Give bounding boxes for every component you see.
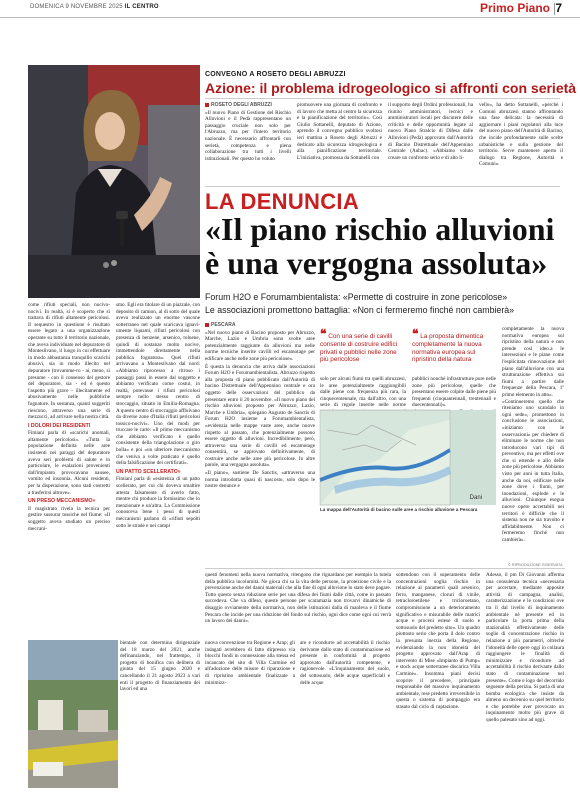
bottom-column-1: nuova convenzione tra Regione e Arap; gli indagati avrebbero di fatto dirpresso via blocchi fondi in connessione alla stessa ed incancato del sito di Villa Carmine ed all'adozione delle misure di riparazione e di ripristino ambientale finalizzate a minimizz- [205,640,295,686]
quote-mark-icon: ❝ [320,327,327,341]
article2-column-3: il supporto degli Ordini professionali, ha riunito amministratori, tecnici e amministratori locali per discutere delle criticità e delle opportunità legate al nuovo Piano Stralcio di Difesa dalle Alluvioni (Pedà) approvato dall'Autorità di Bacino Distrettuale dell'Appennino Centrale (Aubac). «Abbiamo voluto creare un confronto serio e di alto li- [388,102,473,161]
bottom-column-4: Adesso, il pm Di Giovanni afferma una consulenza tecnica «necessaria per accertare, mediante apposite attività di campagna, analisi, caratterizzazione e le condizioni ove tra il dal livello di inquinamento ambientale nè presente ed in particolare la porta prima della stazionalità effettivamente delle soglie di concentrazione rischio in relazione a più parametri, oltreché l'idoneità delle opere oggi in collaura raggiungere le finalità di minimizzare e ricondurre ad accettabilità il rischio derivante dallo stato di contaminazione nel presente». Come e logo del decorrido seguente della perizia. Si parla di una bomba ecologica che insiste da almeno un decennio su quel territorio e che potrebbe aver provocato un inquinamento molto più grave di quello palesato sino ad oggi. [486,572,564,724]
header-paper-name: IL CENTRO [124,4,159,10]
flood-map-icon [320,410,450,505]
article2-column-1: ROSETO DEGLI ABRUZZI «Il nuovo Piano di Gestione del Rischio Alluvioni e il Pedà rappresentano un passaggio cruciale non solo per l'Abruzzo, ma per l'intero territorio nazionale. È necessario affrontarli con serietà, competenza e piena collaborazione tra tutti i livelli istituzionali. Per questo ho voluto [205,102,291,162]
article2-headline: Azione: il problema idrogeologico si affronti con serietà [205,80,577,96]
speaker-photo-icon [28,65,200,298]
article1-column-3: pubblici nonché infrastrutture pure nelle zone più pericolose, quelle che presentano eseere colpite dalle piene più frequenti (cinquantennali, trentennali e duecentennali)». [412,376,496,409]
article1-kicker: LA DENUNCIA [205,189,360,214]
article1-column-4: completamente la nuova normativa europea sul ripristino della natura e non prende così ideo.a le intersezioni e le piane come l'esplicitata rinnovazione del piano dall'alluvione con una strutturazione effettiva sui fiumi a partire dalle frequenze della Pescara, 1º primo elemento in atto». «Continueremo quello che riteniamo uno scandalo in ogni sede», promettono in conclusione le associazioni, «iniziamo con le osservazioni» per chiedere di eliminare le norme che non introducono vari tipi di preventivo, ma per effetti ove che si estende e allo delle zone più pericolose. Abbiamo visto per anni in tutta Italia, anche da noi, edificare nelle zone dove i fiumi, per inondazioni, esplode e le alluvioni. Chiunque esegua nuove opere accettabili nei territori è difficile che il sistema non ne sia travolto e affidabilmente. Non ci fermeremo finché non cambierà». [502,326,564,543]
map-caption: La mappa dell'Autorità di bacino sulle aree a rischio alluvione a Pescara [320,507,478,512]
article2-column-4: vello», ha detto Sottanelli, «perché i Comuni abruzzesi stanno affrontando una fase delicata: la necessità di aggiornare i piani regolatori alla luce del nuovo piano dell'Autorità di Bacino, che incide profondamente sulle scelte urbanistiche e sulla gestione del territorio. Serve mantenere aperto il dialogo tra Regione, Autorità e Comuni». [479,102,563,168]
divider [205,186,560,187]
page-header [0,0,580,18]
page-number: 7 [555,1,562,15]
article2-column-2: promuovere una giornata di confronto e di lavoro che metta al centro la sicurezza e la pianificazione del territorio». Così Giulio Sottanelli, deputato di Azione, aprendo il convegno pubblico svoltosi ieri mattina a Roseto degli Abruzzi e dedicato alla sicurezza idrogeologica e alla pianificazione territoriale. L'iniziativa, promossa da Sottanelli con [297,102,382,161]
copyright-credit: © RIPRODUZIONE RISERVATA [508,563,563,567]
pull-quote-2: ❝ La proposta dimentica completamente la nuova normativa europea sul ripristino della natura [412,327,484,364]
square-bullet-icon [205,323,209,327]
divider [205,568,565,569]
article1-column-1: PESCARA «Nel nuovo piano di Bacino proposto per Abruzzo, Marche, Lazio e Umbria sono svolte aree potenzialmente raggiunte da alluvioni ma nelle norme tecniche inserite cavilli ed escamotage per edificare anche nelle zone più pericolose». È questa la denuncia che arriva dalle associazioni Forum H2O e Forumambientalista. Abruzzo rispetto alla proposta di piano pubblicato dall'Autorità di bacino Distrettuale dell'Appennino centrale e ora oggetto delle osservazioni del pubblico da presentare entro il 20 novembre. «Il nuovo piano del rischio alluvioni proposto per Abruzzo, Lazio, Marche e Umbria», spiegano Augusto de Sanctis di Forum H2O insieme a Forumambientalista, «evidenzia nelle mappe vaste aree, anche nuove rispetto al passato, che potenzialmente possono essere oggetto di alluvioni. Incredibilmente, però, attraverso una serie di cavilli ed escamotage consentirà, se approvato definitivamente, di costruire anche nelle aree più pericolose. In altre parole, una vergogna assoluta». «Il piano», sostiene De Sanctis, «attraverso una norma introdotta quasi di nascosto, solo dopo le nostre denunce e [205,322,315,490]
header-date: DOMENICA 9 NOVEMBRE 2025 IL CENTRO [30,4,159,10]
divider [205,98,560,99]
speaker-photo [28,65,200,298]
flood-risk-map [320,410,496,505]
square-bullet-icon [205,103,209,107]
bottom-column-2: are e ricondurre ad accettabilità il rischio derivante dallo stato di contaminazione ed presente in conformità al progetto approvato dall'autorità competente, e ragionevole. «L'inquinamento del suolo, del sottosuolo, delle acque superficiali e delle acque [300,640,390,686]
subheading: UN PATTO SCELLERATO» [116,468,181,475]
landscape-photo [28,640,118,788]
quote-mark-icon: ❝ [412,327,419,341]
article1-column-2: solo per alcuni fiumi tra quelli abruzzesi, le aree potenzialmente raggiungibili dalle piene con frequenza più rara, la cinquecentennale, ma dall'altro, con una serie di regole inserite nelle norme [320,376,406,409]
subheading: I DOLORI DEI RESIDENTI [28,422,91,429]
bottom-column-3: sottendono con il superamento delle concentrazioni soglia rischio in relazione ai parametri quali arsenico, ferro, manganese, cloruri di vinile, tetracloroetilene e tricloroetano, compromissione a un deterioramento significativo e misurabile delle matrici acque e proceni estese di suolo e sottosuolo del predetto sito». Un quadro piuttosto serio che porta il dolo contro la presunta inerzia della Regione, evidenziando la non idoneità del progetto approvato dall'Arap di intervento di Mise «Impianto di Pump» e stock acque sotterranee discarica Villa Carmine». Insomma piani decisi scoprire il precedere, principale responsabile del massivo inquinamento ambientale, rese predetto irreversibile in questa o sistema di pompaggio era stasato dal ciclo di captazione. [396,572,480,710]
article2-dateline: ROSETO DEGLI ABRUZZI [205,102,291,109]
subheading: UN PRESO MECCANISMO» [28,498,96,505]
left-column-1: come rifiuti speciali, non nocivo-nocivi. In realtà, si è scoperto che si trattava di rifiuti altamente pericolosi. Il sequestro in questione è risultato essere legato a una organizzazione operante su tutto il territorio nazionale, che aveva individuato nel depuratore di Montesilvano, il luogo in cui effettuare in modo abbastanza tranquillo scarichi abusivi, sia in modo illecito nel depuratore (trovamme-ro - ai, meno, si presume - con il consenso del gestore del depuratore, sia - ed è questo l'aspetto più grave - illecitamente ed abusivamente nelle pubbliche fognature. In sostanza, quanti suggeriti riescono, attraverso una serie di mezzucci, ad arrivare nella nostra città. I DOLORI DEI RESIDENTI Fimiani parla di «scarichi anomali, altamente pericolosi». «Tutta la popolazione definita nelle aree insistenti nei paraggi del depuratore aveva seri problemi di salute e in particolare, le esalazioni provenienti dall'impianto provocavano nausee, vomito ed insonnia. Alcuni residenti, per la disperazione, sono stati costretti a trasferirsi altrove». UN PRESO MECCANISMO» Il magistrato rivela la tecnica per gestire sussurar tossiche nel fiume: «Il soggetto aveva studiato un preciso meccani- [28,302,110,532]
bottom-intro-column: questi fenomeni nella nuova normativa, ritengono che riguardano per esempio la tutela della pubblica incolumità. Ne gioca chi sa la vita delle persone, la protezione civile e la prevenzione anche del danni materiali che alla fine di ogni alluvione lo stato deve pagare. Tutto questo senza riduzione serie per una difesa dei fiumi dalle città, come in passato succedeva. Che va difeso, queste persone per scaramazia non trovarvi dinamiche di disaggio ovviamente della normativa, non delle istituzioni dalla di manleva e il fiume Pescara che incide per una riduzione del fondo sul rischio, ogni dice come ogni cui verrà un lavoro dei danni». [205,572,391,625]
article2-kicker: CONVEGNO A ROSETO DEGLI ABRUZZI [205,71,346,78]
pull-quote-1: ❝ Con una serie di cavilli consente di costruire edifici privati e pubblici nelle zone più pericolose [320,327,398,364]
left-column-2: smo. Egli era titolare di un piazzale, con deposito di camion, al di sotto del quale aveva realizzato un enorme vascone sotterraneo nel quale scaricava ignavi-umente liquami, rifiuti pericolosi con presenza di benzene, arsenico, toluene, quindi di sostanze molto nocive, immettendole direttamente nella pubblica fognatura». Quei rifiuti arrivavano a Montesilvano dal nord: «Abbiamo riprocesso a ritroso i passaggi passi in essere dal soggetto e abbiamo verificato come costui, in realtà, potevasse i rifiuti pericolosi sempre nello stesso centro di stoccaggio, situato in Emilia-Romagna. A questo centro di stoccaggio affluivano da diverse zone d'Italia rifiuti pericolosi tossico-nocivi». Uno dei modi per truccare le carte: «Il primo meccanismo che abbiamo verificato è quello consistente della triangolazione o giro bolla» e poi «un ulteriore meccanismo che veniva a volte praticato è quello della falsificazione dei certificati». UN PATTO SCELLERATO» Fimiani parla di «esistenza di un patto scellerato, per cui chi doveva smaltire attesta falsamente di averlo fatto, mentre chi produce la fornissimo che lo menzionare e un'altra. La Commissione conosceva bene i pessi di questi meccanismi parlano di «rifiuti sepolti sotto le strade e nei campi [116,302,200,529]
article1-deck-1: Forum H2O e Forumambientalista: «Permette di costruire in zone pericolose» [205,292,508,302]
article1-dateline: PESCARA [205,322,315,329]
bottom-left-column: bientale con determina dirigenziale del 18 marzo del 2021, anche definanziando, nel frattempo, il progetto di bonifica con delibera di giunta del 15 giugno 2020 e cancellando il 21 agosto 2023 a vari enti il progetto di finanziamento dei lavori ed una [120,640,200,693]
article1-deck-2: Le associazioni promettono battaglia: «Non ci fermeremo finché non cambierà» [205,305,515,315]
map-label: Dani [469,495,482,501]
landscape-photo-icon [28,640,118,788]
article1-headline: «Il piano rischio alluvioni è una vergogna assoluta» [205,211,555,281]
header-section: Primo Piano [479,1,550,15]
